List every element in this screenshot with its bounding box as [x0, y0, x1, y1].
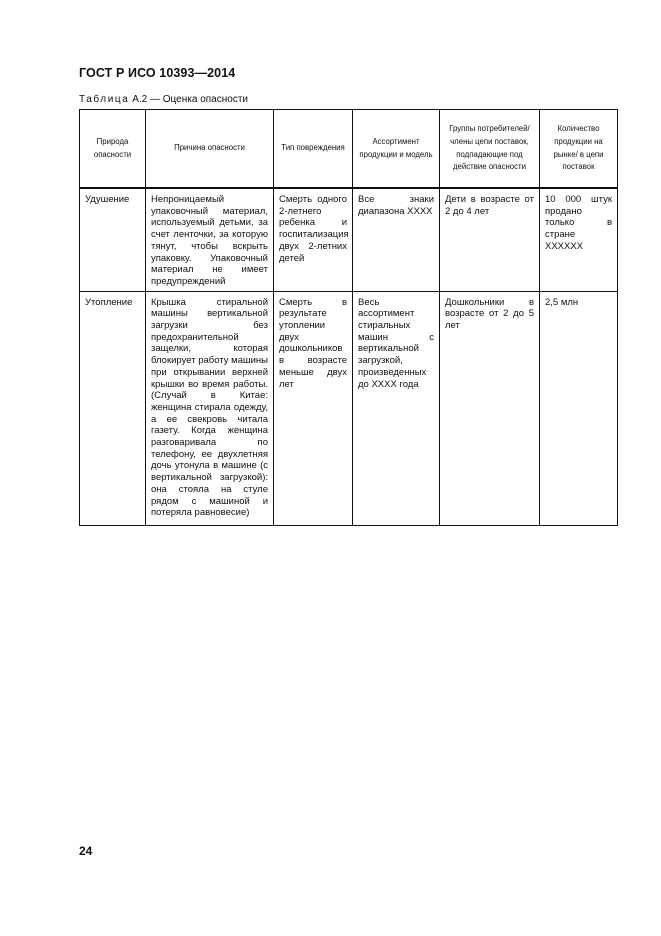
- table-header-row: [80, 110, 618, 189]
- column-header-nature: Природа опасности: [80, 110, 146, 189]
- cell-product: Все знаки диапазона ХХХХ: [353, 188, 440, 291]
- cell-quantity: 10 000 штук продано только в стране XXXXXX: [540, 188, 618, 291]
- cell-cause: Крышка стиральной машины вертикальной загрузки без предохранительной защелки, которая блокирует работу машины при открывании верхней крышки во время работы. (Случай в Китае: женщина стирала одежду, а ее свекровь читала газету. Когда женщина разговаривала по телефону, ее двухлетняя дочь утонула в машине (с вертикальной загрузкой): она стояла на стуле рядом с машиной и потеряла равновесие): [146, 291, 274, 525]
- column-header-quantity: Количество продукции на рынке/ в цепи поставок: [540, 110, 618, 189]
- cell-nature: Утопление: [80, 291, 146, 525]
- cell-injury: Смерть одного 2-летнего ребенка и госпитализация двух 2-летних детей: [274, 188, 353, 291]
- table-caption-prefix: Таблица: [79, 94, 130, 105]
- cell-product: Весь ассортимент стиральных машин с вертикальной загрузкой, произведенных до ХХХХ года: [353, 291, 440, 525]
- column-header-product: Ассортимент продукции и модель: [353, 110, 440, 189]
- column-header-consumers: Группы потребителей/ члены цепи поставок, подпадающие под действие опасности: [440, 110, 540, 189]
- cell-consumers: Дошкольники в возрасте от 2 до 5 лет: [440, 291, 540, 525]
- table-caption-number: А.2: [132, 94, 148, 105]
- cell-injury: Смерть в результате утоплении двух дошкольников в возрасте меньше двух лет: [274, 291, 353, 525]
- cell-consumers: Дети в возрасте от 2 до 4 лет: [440, 188, 540, 291]
- cell-nature: Удушение: [80, 188, 146, 291]
- column-header-cause: Причина опасности: [146, 110, 274, 189]
- document-standard-header: ГОСТ Р ИСО 10393—2014: [79, 66, 236, 80]
- table-caption-title: — Оценка опасности: [150, 94, 248, 105]
- page-number: 24: [79, 844, 93, 858]
- table-caption: [79, 94, 248, 105]
- hazard-assessment-table: [79, 109, 618, 526]
- table-row: [80, 188, 618, 291]
- column-header-injury: Тип повреждения: [274, 110, 353, 189]
- table-row: [80, 291, 618, 525]
- cell-cause: Непроницаемый упаковочный материал, используемый детьми, за счет ленточки, за которую тянут, чтобы вскрыть упаковку. Упаковочный материал не имеет предупреждений: [146, 188, 274, 291]
- cell-quantity: 2,5 млн: [540, 291, 618, 525]
